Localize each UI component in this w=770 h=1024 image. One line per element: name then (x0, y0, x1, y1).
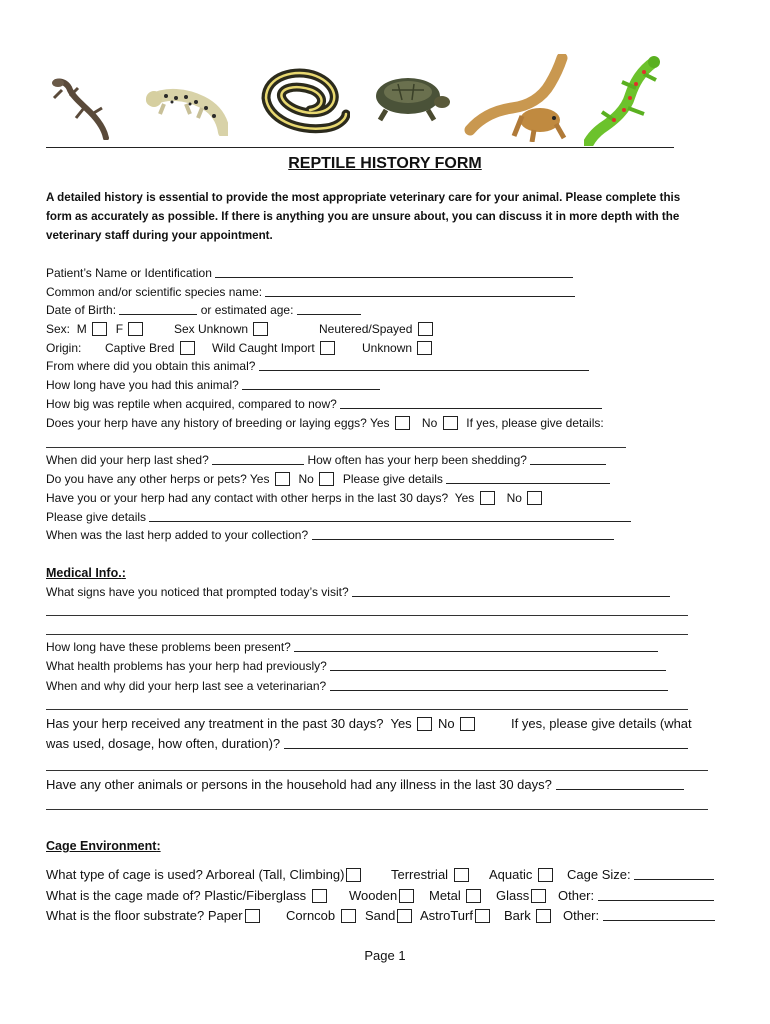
treatment-no-checkbox[interactable] (460, 717, 475, 731)
box-turtle-image (366, 70, 450, 126)
aquatic-group (489, 867, 555, 883)
please-give2-label: Please give details (46, 510, 147, 524)
breeding-details-line[interactable] (46, 447, 626, 448)
illness-label: Have any other animals or persons in the household had any illness in the last 30 days? (46, 777, 552, 792)
neutered-group (319, 322, 435, 336)
terrestrial-checkbox[interactable] (454, 868, 469, 882)
header-images (46, 50, 676, 146)
sex-f-label: F (115, 322, 124, 336)
problems-present-label: How long have these problems been present? (46, 640, 291, 654)
intro-line-3: veterinary staff during your appointment. (46, 229, 273, 242)
green-day-gecko-image (584, 54, 664, 146)
dob-label: Date of Birth: (46, 303, 117, 317)
contact-label: Have you or your herp had any contact with other herps in the last 30 days? (46, 491, 449, 505)
sex-m-checkbox[interactable] (92, 322, 107, 336)
last-added-label: When was the last herp added to your collection? (46, 528, 309, 542)
astroturf-group (420, 908, 492, 924)
health-problems-label: What health problems has your herp had previously? (46, 659, 327, 673)
garter-snake-image (256, 58, 350, 138)
origin-row (46, 341, 81, 355)
corncob-label: Corncob (286, 908, 336, 923)
captive-checkbox[interactable] (180, 341, 195, 355)
sand-label: Sand (365, 908, 396, 923)
cage-size-label: Cage Size: (567, 867, 631, 882)
floor-row (46, 908, 262, 924)
wooden-checkbox[interactable] (399, 889, 414, 903)
signs-field[interactable] (352, 585, 670, 597)
terrestrial-group (391, 867, 471, 883)
astroturf-label: AstroTurf (420, 908, 473, 923)
sex-unknown-checkbox[interactable] (253, 322, 268, 336)
breeding-yes-checkbox[interactable] (395, 416, 410, 430)
contact-yes-label: Yes (454, 491, 475, 505)
obtained-row (46, 359, 589, 373)
cage-type-row (46, 867, 363, 883)
breeding-no-label: No (421, 416, 438, 430)
treatment-line-2[interactable] (46, 770, 708, 771)
last-shed-row (46, 453, 606, 467)
intro-line-1: A detailed history is essential to provide the most appropriate veterinary care for your animal. Please complete this (46, 191, 681, 204)
contact-no-checkbox[interactable] (527, 491, 542, 505)
corncob-checkbox[interactable] (341, 909, 356, 923)
aquatic-checkbox[interactable] (538, 868, 553, 882)
other-herps-field[interactable] (446, 472, 610, 484)
bark-label: Bark (504, 908, 531, 923)
origin-unknown-checkbox[interactable] (417, 341, 432, 355)
cage-made-label: What is the cage made of? Plastic/Fiberglass (46, 888, 307, 903)
contact-row (46, 491, 544, 505)
other-made-field[interactable] (598, 889, 714, 901)
glass-checkbox[interactable] (531, 889, 546, 903)
last-shed-label: When did your herp last shed? (46, 453, 209, 467)
other-herps-no-checkbox[interactable] (319, 472, 334, 486)
other-made-label: Other: (558, 888, 595, 903)
arboreal-checkbox[interactable] (346, 868, 361, 882)
species-row (46, 285, 575, 299)
wooden-label: Wooden (349, 888, 398, 903)
origin-unknown-group (362, 341, 434, 355)
neutered-checkbox[interactable] (418, 322, 433, 336)
medical-heading (46, 566, 126, 580)
sex-f-checkbox[interactable] (128, 322, 143, 336)
last-shed-field[interactable] (212, 453, 304, 465)
treatment-field[interactable] (284, 737, 688, 749)
illness-row (46, 777, 684, 793)
leopard-gecko-image (146, 80, 228, 136)
treatment-row (46, 716, 477, 732)
medical-heading-colon: : (121, 566, 126, 580)
metal-group (429, 888, 483, 904)
patient-name-field[interactable] (215, 266, 573, 278)
how-big-field[interactable] (340, 397, 602, 409)
last-vet-field[interactable] (330, 679, 668, 691)
floor-label: What is the floor substrate? Paper (46, 908, 243, 923)
health-problems-row (46, 659, 666, 673)
gecko-silhouette-image (48, 74, 112, 140)
cage-size-group (567, 867, 714, 883)
astroturf-checkbox[interactable] (475, 909, 490, 923)
signs-row (46, 585, 670, 599)
other-floor-label: Other: (563, 908, 600, 923)
other-herps-yes-checkbox[interactable] (275, 472, 290, 486)
other-made-group (558, 888, 714, 904)
cage-made-row (46, 888, 329, 904)
dob-field[interactable] (119, 303, 197, 315)
signs-line-2[interactable] (46, 615, 688, 616)
treatment-yes-label: Yes (390, 716, 412, 731)
contact-no-label: No (506, 491, 522, 505)
origin-unknown-label: Unknown (362, 341, 413, 355)
metal-checkbox[interactable] (466, 889, 481, 903)
other-herps-row (46, 472, 610, 486)
captive-group (105, 341, 197, 355)
shedding-label: How often has your herp been shedding? (307, 453, 527, 467)
estimated-age-label: or estimated age: (200, 303, 294, 317)
breeding-row (46, 416, 604, 430)
page-number: Page 1 (364, 948, 406, 963)
shedding-field[interactable] (530, 453, 606, 465)
cage-heading-colon: : (156, 839, 161, 853)
please-give2-field[interactable] (149, 510, 631, 522)
bark-group (504, 908, 553, 924)
corncob-group (286, 908, 358, 924)
header-divider (46, 147, 674, 148)
treatment-cont-row (46, 736, 688, 752)
captive-label: Captive Bred (105, 341, 175, 355)
how-long-row (46, 378, 380, 392)
signs-line-3[interactable] (46, 634, 688, 635)
wild-label: Wild Caught Import (212, 341, 315, 355)
health-problems-field[interactable] (330, 659, 666, 671)
terrestrial-label: Terrestrial (391, 867, 449, 882)
plastic-checkbox[interactable] (312, 889, 327, 903)
other-herps-label: Do you have any other herps or pets? Yes (46, 472, 270, 486)
metal-label: Metal (429, 888, 461, 903)
sex-row (46, 322, 145, 336)
neutered-label: Neutered/Spayed (319, 322, 413, 336)
illness-line-2[interactable] (46, 809, 708, 810)
other-herps-no-label: No (298, 472, 314, 486)
obtained-field[interactable] (259, 359, 589, 371)
last-added-field[interactable] (312, 528, 614, 540)
intro-line-2: form as accurately as possible. If there is anything you are unsure about, you can discuss it in more depth with the (46, 210, 680, 223)
please-give2-row (46, 510, 631, 524)
treatment-no-label: No (437, 716, 455, 731)
treatment-details-label: If yes, please give details (what (511, 716, 692, 731)
other-floor-group (563, 908, 715, 924)
glass-group (496, 888, 548, 904)
sex-label: Sex: (46, 322, 71, 336)
bark-checkbox[interactable] (536, 909, 551, 923)
cage-heading (46, 839, 161, 853)
illness-field[interactable] (556, 778, 684, 790)
signs-label: What signs have you noticed that prompted today’s visit? (46, 585, 349, 599)
how-big-label: How big was reptile when acquired, compared to now? (46, 397, 337, 411)
species-label: Common and/or scientific species name: (46, 285, 263, 299)
estimated-age-field[interactable] (297, 303, 361, 315)
obtained-label: From where did you obtain this animal? (46, 359, 256, 373)
species-field[interactable] (265, 285, 575, 297)
sex-unknown-group (174, 322, 270, 336)
last-vet-label: When and why did your herp last see a veterinarian? (46, 679, 327, 693)
cage-size-field[interactable] (634, 868, 714, 880)
dob-row (46, 303, 361, 317)
last-vet-row (46, 679, 668, 693)
how-long-label: How long have you had this animal? (46, 378, 239, 392)
medical-heading-text: Medical Info. (46, 566, 122, 580)
breeding-no-checkbox[interactable] (443, 416, 458, 430)
aquatic-label: Aquatic (489, 867, 533, 882)
wooden-group (349, 888, 416, 904)
please-give-label: Please give details (342, 472, 443, 486)
treatment-label: Has your herp received any treatment in the past 30 days? (46, 716, 384, 731)
sand-checkbox[interactable] (397, 909, 412, 923)
problems-present-field[interactable] (294, 640, 658, 652)
other-floor-field[interactable] (603, 909, 715, 921)
how-long-field[interactable] (242, 378, 380, 390)
breeding-details-label: If yes, please give details: (466, 416, 604, 430)
sex-m-label: M (76, 322, 87, 336)
sand-group (365, 908, 414, 924)
cage-heading-text: Cage Environment (46, 839, 157, 853)
problems-present-row (46, 640, 658, 654)
patient-name-label: Patient’s Name or Identification (46, 266, 212, 280)
breeding-label: Does your herp have any history of breeding or laying eggs? Yes (46, 416, 390, 430)
last-added-row (46, 528, 614, 542)
treatment-cont-label: was used, dosage, how often, duration)? (46, 736, 281, 751)
paper-checkbox[interactable] (245, 909, 260, 923)
form-title: REPTILE HISTORY FORM (288, 155, 482, 172)
last-vet-line-2[interactable] (46, 709, 688, 710)
bearded-dragon-image (462, 54, 572, 142)
contact-yes-checkbox[interactable] (480, 491, 495, 505)
cage-type-label: What type of cage is used? Arboreal (Tall, Climbing) (46, 867, 345, 882)
origin-label: Origin: (46, 341, 82, 355)
how-big-row (46, 397, 602, 411)
wild-checkbox[interactable] (320, 341, 335, 355)
sex-unknown-label: Sex Unknown (174, 322, 249, 336)
treatment-yes-checkbox[interactable] (417, 717, 432, 731)
glass-label: Glass (496, 888, 530, 903)
wild-group (212, 341, 337, 355)
patient-name-row (46, 266, 573, 280)
